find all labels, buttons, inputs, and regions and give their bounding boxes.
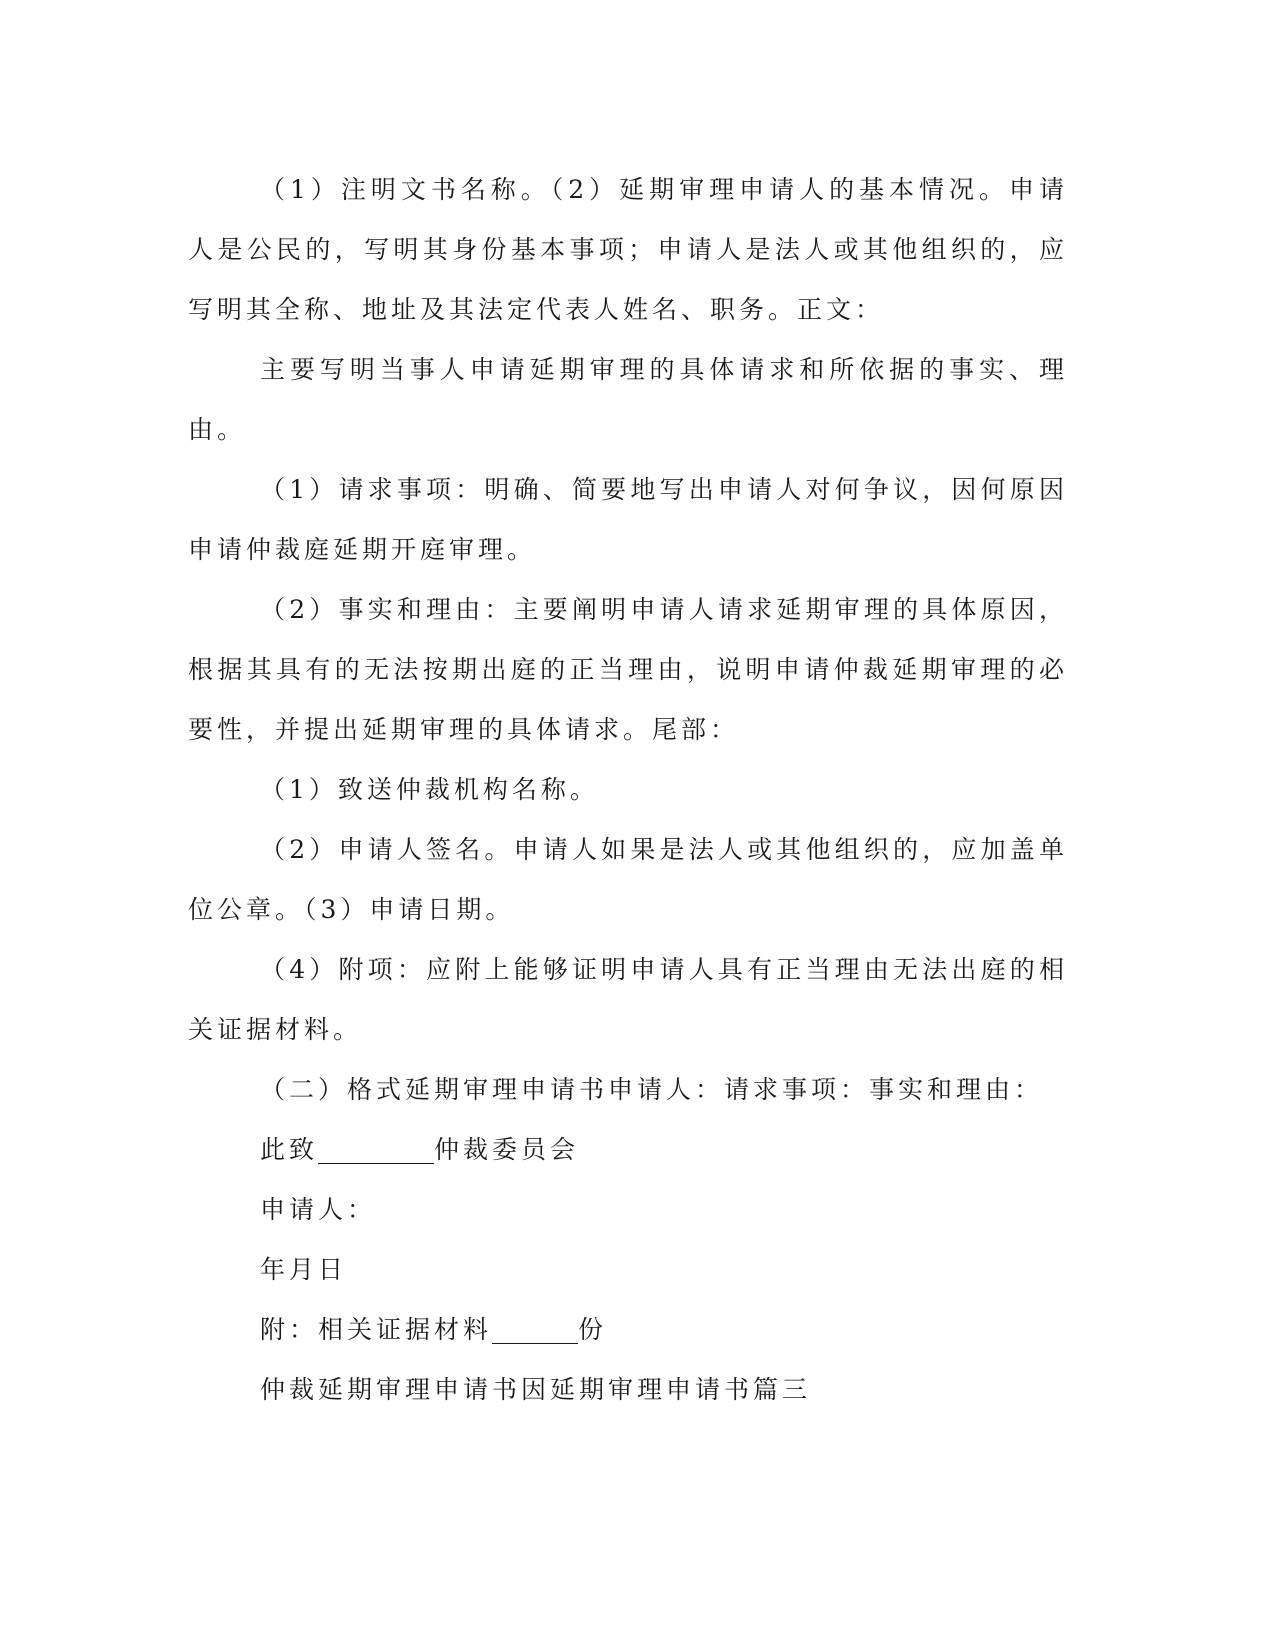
paragraph-signature: （2）申请人签名。申请人如果是法人或其他组织的，应加盖单位公章。（3）申请日期。	[188, 835, 1068, 924]
attachment-prefix: 附：相关证据材料	[260, 1315, 493, 1344]
attachment-blank	[492, 1315, 578, 1344]
form-line-attachment	[188, 1300, 1068, 1360]
next-section-heading: 仲裁延期审理申请书因延期审理申请书篇三	[260, 1375, 812, 1404]
paragraph-recipient: （1）致送仲裁机构名称。	[260, 775, 599, 804]
form-line-applicant: 申请人：	[260, 1195, 377, 1224]
paragraph-body-main: 主要写明当事人申请延期审理的具体请求和所依据的事实、理由。	[188, 355, 1068, 444]
form-line-date: 年月日	[260, 1255, 348, 1284]
recipient-blank	[318, 1135, 434, 1164]
recipient-suffix: 仲裁委员会	[434, 1135, 580, 1164]
paragraph-request-items: （1）请求事项：明确、简要地写出申请人对何争议，因何原因申请仲裁庭延期开庭审理。	[188, 475, 1068, 564]
form-line-recipient	[188, 1120, 1068, 1180]
recipient-prefix: 此致	[260, 1135, 319, 1164]
paragraph-attachments: （4）附项：应附上能够证明申请人具有正当理由无法出庭的相关证据材料。	[188, 955, 1068, 1044]
paragraph-format-heading: （二）格式延期审理申请书申请人：请求事项：事实和理由：	[260, 1075, 1044, 1104]
paragraph-header-items: （1）注明文书名称。（2）延期审理申请人的基本情况。申请人是公民的，写明其身份基本事项；申请人是法人或其他组织的，应写明其全称、地址及其法定代表人姓名、职务。正文：	[188, 175, 1068, 324]
attachment-suffix: 份	[578, 1315, 608, 1344]
document-body	[188, 160, 1068, 1420]
paragraph-facts-reasons: （2）事实和理由：主要阐明申请人请求延期审理的具体原因，根据其具有的无法按期出庭的正当理由，说明申请仲裁延期审理的必要性，并提出延期审理的具体请求。尾部：	[188, 595, 1068, 744]
